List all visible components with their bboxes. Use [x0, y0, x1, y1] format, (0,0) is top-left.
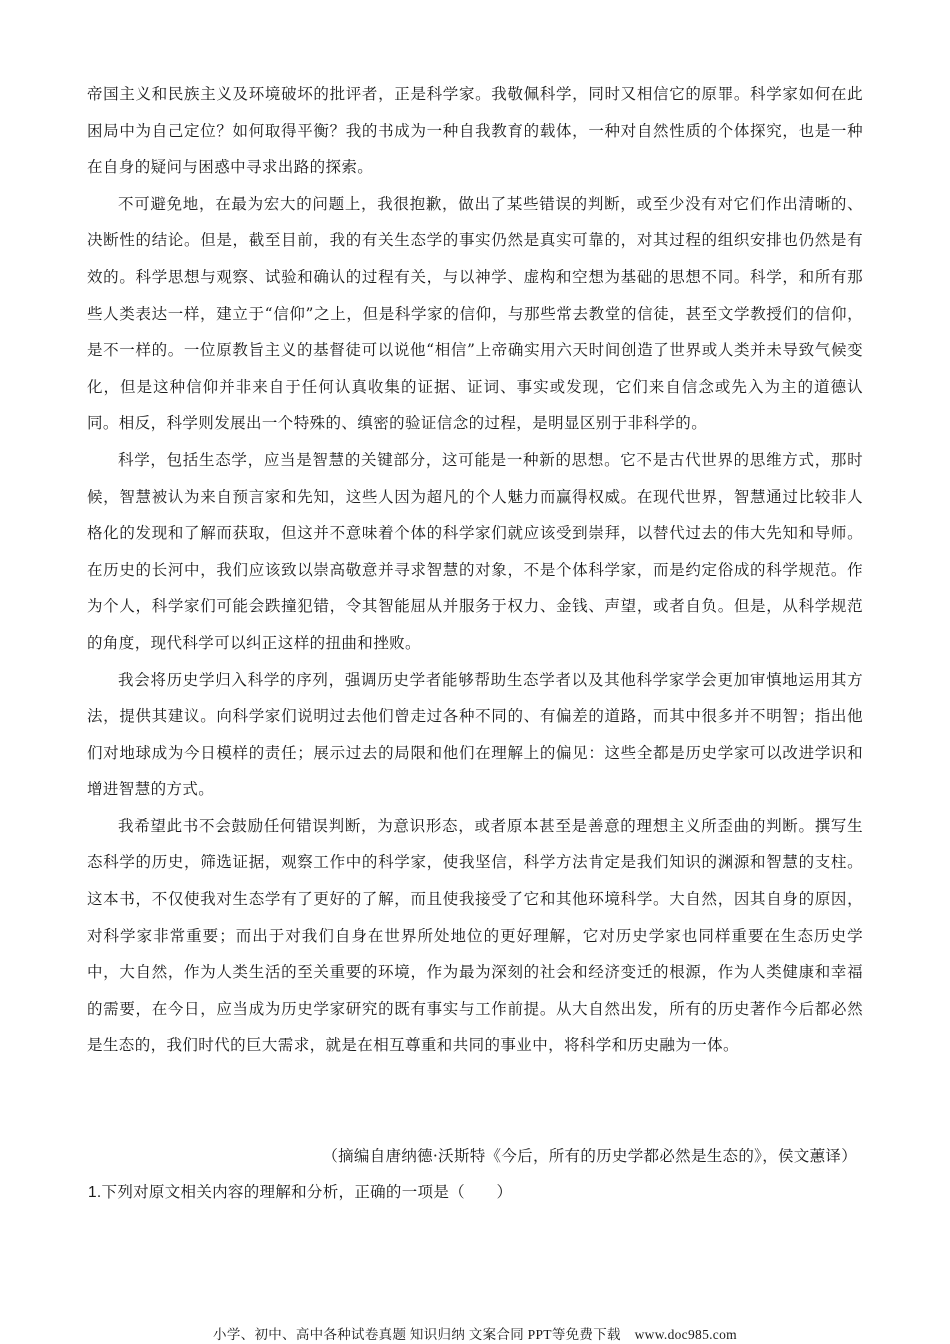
source-citation: （摘编自唐纳德·沃斯特《今后，所有的历史学都必然是生态的》，侯文蕙译）: [322, 1147, 857, 1165]
article-body: [87, 76, 863, 1064]
paragraph-1: 帝国主义和民族主义及环境破坏的批评者，正是科学家。我敬佩科学，同时又相信它的原罪。科学家如何在此困局中为自己定位？如何取得平衡？我的书成为一种自我教育的载体，一种对自然性质的个体探究，也是一种在自身的疑问与困惑中寻求出路的探索。: [87, 85, 863, 177]
paragraph-5: 我希望此书不会鼓励任何错误判断，为意识形态，或者原本甚至是善意的理想主义所歪曲的判断。撰写生态科学的历史，筛选证据，观察工作中的科学家，使我坚信，科学方法肯定是我们知识的渊源和智慧的支柱。这本书，不仅使我对生态学有了更好的了解，而且使我接受了它和其他环境科学。大自然，因其自身的原因，对科学家非常重要；而出于对我们自身在世界所处地位的更好理解，它对历史学家也同样重要在生态历史学中，大自然，作为人类生活的至关重要的环境，作为最为深刻的社会和经济变迁的根源，作为人类健康和幸福的需要，在今日，应当成为历史学家研究的既有事实与工作前提。从大自然出发，所有的历史著作今后都必然是生态的，我们时代的巨大需求，就是在相互尊重和共同的事业中，将科学和历史融为一体。: [87, 816, 863, 1055]
footer-ad: 小学、初中、高中各种试卷真题 知识归纳 文案合同 PPT等免费下载 www.doc985.com: [213, 1327, 737, 1342]
question-number: 1.: [88, 1184, 102, 1201]
question-text: 下列对原文相关内容的理解和分析，正确的一项是（ ）: [101, 1183, 513, 1201]
paragraph-2: 不可避免地，在最为宏大的问题上，我很抱歉，做出了某些错误的判断，或至少没有对它们作出清晰的、决断性的结论。但是，截至目前，我的有关生态学的事实仍然是真实可靠的，对其过程的组织安排也仍然是有效的。科学思想与观察、试验和确认的过程有关，与以神学、虚构和空想为基础的思想不同。科学，和所有那些人类表达一样，建立于“信仰”之上，但是科学家的信仰，与那些常去教堂的信徒，甚至文学教授们的信仰，是不一样的。一位原教旨主义的基督徒可以说他“相信”上帝确实用六天时间创造了世界或人类并未导致气候变化，但是这种信仰并非来自于任何认真收集的证据、证词、事实或发现，它们来自信念或先入为主的道德认同。相反，科学则发展出一个特殊的、缜密的验证信念的过程，是明显区别于非科学的。: [87, 194, 863, 433]
paragraph-4: 我会将历史学归入科学的序列，强调历史学者能够帮助生态学者以及其他科学家学会更加审慎地运用其方法，提供其建议。向科学家们说明过去他们曾走过各种不同的、有偏差的道路，而其中很多并不明智；指出他们对地球成为今日模样的责任；展示过去的局限和他们在理解上的偏见：这些全都是历史学家可以改进学识和增进智慧的方式。: [87, 670, 863, 799]
paragraph-3: 科学，包括生态学，应当是智慧的关键部分，这可能是一种新的思想。它不是古代世界的思维方式，那时候，智慧被认为来自预言家和先知，这些人因为超凡的个人魅力而赢得权威。在现代世界，智慧通过比较非人格化的发现和了解而获取，但这并不意味着个体的科学家们就应该受到崇拜，以替代过去的伟大先知和导师。在历史的长河中，我们应该致以崇高敬意并寻求智慧的对象，不是个体科学家，而是约定俗成的科学规范。作为个人，科学家们可能会跌撞犯错，令其智能屈从并服务于权力、金钱、声望，或者自负。但是，从科学规范的角度，现代科学可以纠正这样的扭曲和挫败。: [87, 450, 863, 652]
question-1: [88, 1180, 864, 1202]
